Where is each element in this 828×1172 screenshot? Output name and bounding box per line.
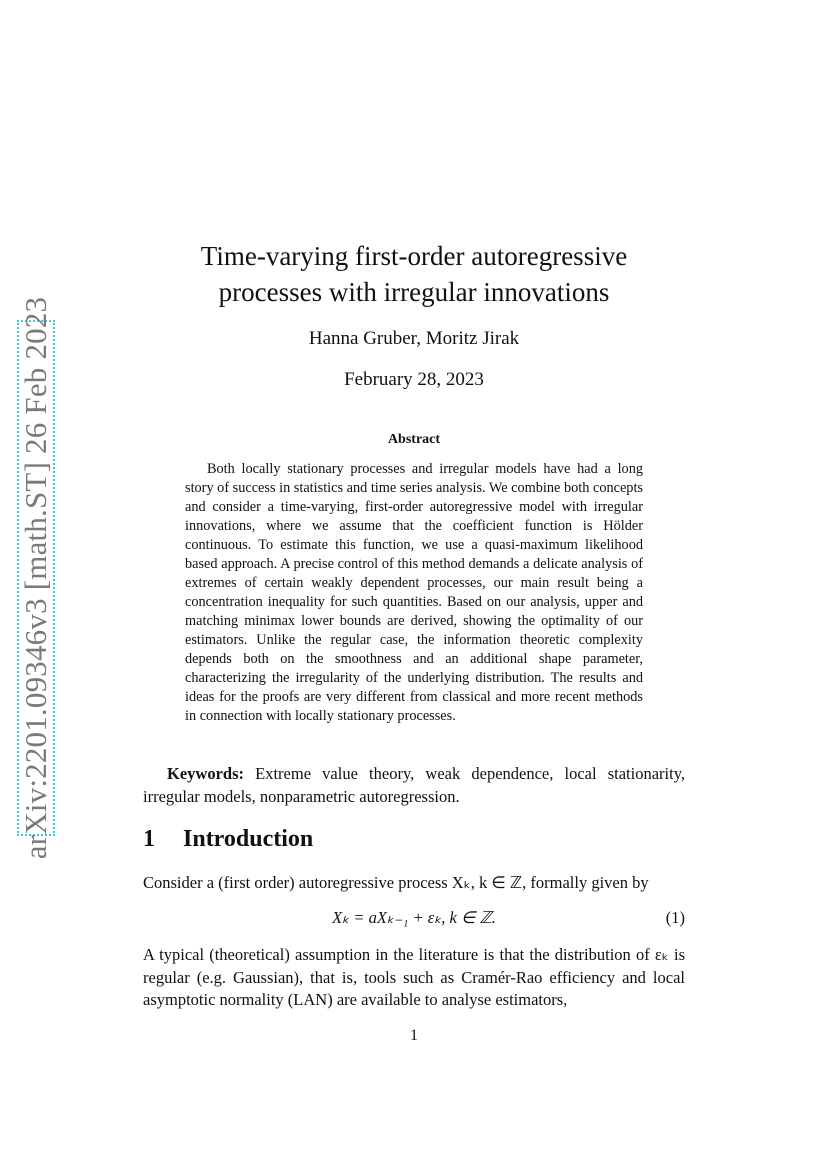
arxiv-identifier-stamp [17,296,55,860]
abstract-heading: Abstract [387,432,441,447]
equation-1 [143,908,685,928]
keywords-text: Extreme value theory, weak dependence, local stationarity, irregular models, nonparametric autoregression. [143,764,685,806]
intro-paragraph-1: Consider a (first order) autoregressive process Xₖ, k ∈ ℤ, formally given by [143,873,649,892]
equation-number: (1) [665,908,685,927]
equation-expression: Xₖ = aXₖ₋₁ + εₖ, k ∈ ℤ. [332,908,496,927]
section-heading [143,826,313,853]
title-line-1: Time-varying first-order autoregressive [200,241,628,271]
keywords-paragraph [143,762,685,808]
arxiv-identifier-text: arXiv:2201.09346v3 [math.ST] 26 Feb 2023 [18,296,53,860]
intro-paragraph-2: A typical (theoretical) assumption in the literature is that the distribution of εₖ is regular (e.g. Gaussian), that is, tools such as Cramér-Rao efficiency and local asymptotic normality (LAN) are available to analyse estimators, [143,945,685,1009]
author-list: Hanna Gruber, Moritz Jirak [308,328,520,349]
page-number: 1 [410,1027,418,1044]
keywords-label: Keywords: [167,764,244,783]
title-line-2: processes with irregular innovations [218,277,610,307]
section-title: Introduction [183,826,314,852]
section-number: 1 [143,826,155,852]
abstract-body: Both locally stationary processes and irregular models have had a long story of success in statistics and time series analysis. We combine both concepts and consider a time-varying, first-order autoregressive model with irregular innovations, where we assume that the coefficient function is Hölder continuous. To estimate this function, we use a quasi-maximum likelihood based approach. A precise control of this method demands a delicate analysis of extremes of certain weakly dependent processes, our main result being a concentration inequality for such quantities. Based on our analysis, upper and matching minimax lower bounds are derived, showing the optimality of our estimators. Unlike the regular case, the information theoretic complexity depends both on the smoothness and an additional shape parameter, characterizing the irregularity of the underlying distribution. The results and ideas for the proofs are very different from classical and more recent methods in connection with locally stationary processes. [185,461,643,724]
publication-date: February 28, 2023 [344,369,484,390]
paper-title [150,238,678,310]
